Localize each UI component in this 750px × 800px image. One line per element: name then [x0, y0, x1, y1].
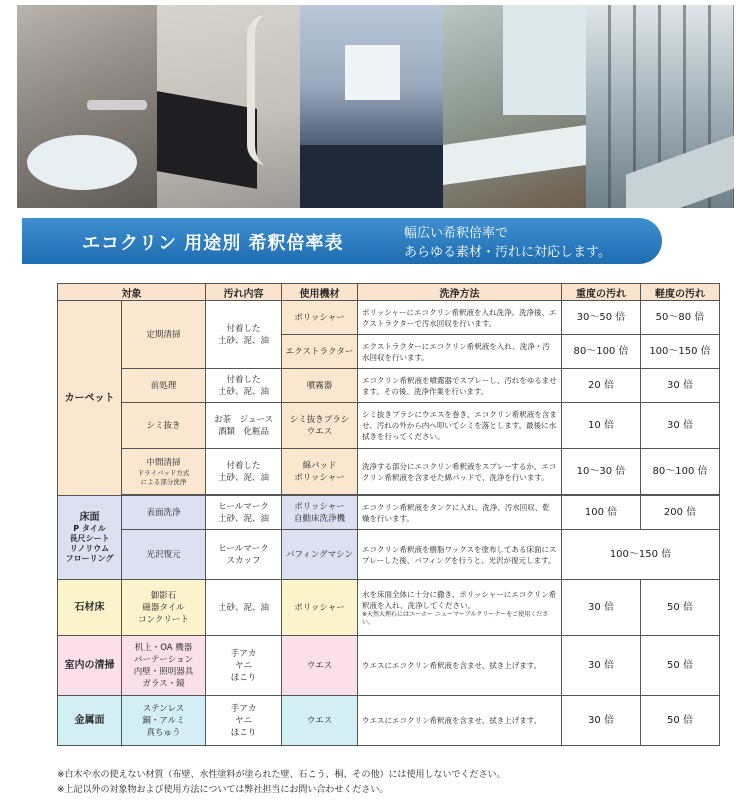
header-equipment: 使用機材 — [282, 284, 358, 301]
sub-pretreatment: 前処理 — [122, 369, 206, 403]
combined-value: 100〜150 倍 — [562, 530, 720, 580]
photo-keyboard-phone — [157, 5, 300, 208]
table-row — [58, 301, 720, 335]
heavy-value: 10 倍 — [562, 403, 641, 449]
table-row — [58, 496, 720, 530]
equipment-cell: 噴霧器 — [282, 369, 358, 403]
header-light: 軽度の汚れ — [641, 284, 720, 301]
heavy-value: 100 倍 — [562, 496, 641, 530]
equipment-cell: バフィングマシン — [282, 530, 358, 580]
table-row — [58, 696, 720, 746]
heavy-value: 80〜100 倍 — [562, 335, 641, 369]
light-value: 100〜150 倍 — [641, 335, 720, 369]
title-banner — [22, 218, 662, 264]
table-row — [58, 580, 720, 636]
equipment-cell: 綿パッド ポリッシャー — [282, 449, 358, 495]
light-value: 80〜100 倍 — [641, 449, 720, 495]
banner-subtitle-line1: 幅広い希釈倍率で — [404, 226, 509, 241]
table-row — [58, 369, 720, 403]
table-row — [58, 449, 720, 495]
sub-gloss-restoration: 光沢復元 — [122, 530, 206, 580]
method-cell: シミ抜きブラシにウエスを巻き、エコクリン希釈液を含ませ、汚れの外から内へ叩いてシミを落とします。最後に水拭きを行ってください。 — [358, 403, 562, 449]
dirt-cell: お茶 ジュース 酒類 化粧品 — [206, 403, 282, 449]
sub-metal-items: ステンレス 銅・アルミ 真ちゅう — [122, 696, 206, 746]
heavy-value: 30〜50 倍 — [562, 301, 641, 335]
header-heavy: 重度の汚れ — [562, 284, 641, 301]
equipment-cell: シミ抜きブラシ ウエス — [282, 403, 358, 449]
method-cell: エコクリン希釈液をタンクに入れ、洗浄、汚水回収、乾燥を行います。 — [358, 496, 562, 530]
table-row — [58, 530, 720, 580]
dirt-cell: ヒールマーク 土砂、泥、油 — [206, 496, 282, 530]
equipment-cell: ウエス — [282, 696, 358, 746]
heavy-value: 30 倍 — [562, 580, 641, 636]
sub-stain-removal: シミ抜き — [122, 403, 206, 449]
method-cell: エコクリン希釈液を樹脂ワックスを塗布してある床面にスプレーした後、バフィングを行うと、光沢が復元します。 — [358, 530, 562, 580]
equipment-cell: ポリッシャー — [282, 301, 358, 335]
header-target: 対象 — [58, 284, 206, 301]
light-value: 50 倍 — [641, 696, 720, 746]
dirt-cell: 手アカ ヤニ ほこり — [206, 636, 282, 696]
dirt-cell: 付着した 土砂、泥、油 — [206, 369, 282, 403]
category-floor: 床面 P タイル 長尺シート リノリウム フローリング — [58, 496, 122, 580]
photo-strip — [17, 5, 734, 208]
category-stone-floor: 石材床 — [58, 580, 122, 636]
photo-office-desk — [443, 5, 586, 208]
dirt-cell: ヒールマーク スカッフ — [206, 530, 282, 580]
table-header-row — [58, 284, 720, 301]
heavy-value: 30 倍 — [562, 696, 641, 746]
equipment-cell: ウエス — [282, 636, 358, 696]
category-carpet: カーペット — [58, 301, 122, 496]
banner-subtitle-line2: あらゆる素材・汚れに対応します。 — [404, 245, 611, 260]
category-metal-surface: 金属面 — [58, 696, 122, 746]
heavy-value: 30 倍 — [562, 636, 641, 696]
dilution-table — [57, 283, 720, 746]
light-value: 50〜80 倍 — [641, 301, 720, 335]
header-dirt: 汚れ内容 — [206, 284, 282, 301]
sub-regular-cleaning: 定期清掃 — [122, 301, 206, 369]
sub-surface-cleaning: 表面洗浄 — [122, 496, 206, 530]
light-value: 50 倍 — [641, 636, 720, 696]
dirt-cell: 付着した 土砂、泥、油 — [206, 301, 282, 369]
method-cell: 水を床面全体に十分に撒き、ポリッシャーにエコクリン希釈液を入れ、洗浄してください。 ※天然大理石にはユーホー ニューマーブルクリーナーをご使用ください。 — [358, 580, 562, 636]
equipment-cell: ポリッシャー — [282, 580, 358, 636]
light-value: 200 倍 — [641, 496, 720, 530]
method-cell: ウエスにエコクリン希釈液を含ませ、拭き上げます。 — [358, 696, 562, 746]
table-row — [58, 636, 720, 696]
method-cell: エクストラクターにエコクリン希釈液を入れ、洗浄・汚水回収を行います。 — [358, 335, 562, 369]
sub-stone-materials: 御影石 磁器タイル コンクリート — [122, 580, 206, 636]
light-value: 30 倍 — [641, 369, 720, 403]
method-cell: エコクリン希釈液を噴霧器でスプレーし、汚れをゆるませます。その後、洗浄作業を行います。 — [358, 369, 562, 403]
heavy-value: 10〜30 倍 — [562, 449, 641, 495]
equipment-cell: エクストラクター — [282, 335, 358, 369]
dirt-cell: 土砂、泥、油 — [206, 580, 282, 636]
table-row — [58, 403, 720, 449]
footnote-inquiry: ※上記以外の対象物および使用方法については弊社担当にお問い合わせください。 — [57, 785, 389, 795]
heavy-value: 20 倍 — [562, 369, 641, 403]
light-value: 30 倍 — [641, 403, 720, 449]
header-method: 洗浄方法 — [358, 284, 562, 301]
photo-corridor — [586, 5, 734, 208]
photo-washbasin — [17, 5, 157, 208]
dirt-cell: 付着した 土砂、泥、油 — [206, 449, 282, 495]
dirt-cell: 手アカ ヤニ ほこり — [206, 696, 282, 746]
sub-interim-cleaning: 中間清掃 ドライバッド方式 による部分洗浄 — [122, 449, 206, 495]
light-value: 50 倍 — [641, 580, 720, 636]
equipment-cell: ポリッシャー 自動床洗浄機 — [282, 496, 358, 530]
sub-indoor-items: 机上・OA 機器 パーテーション 内壁・照明器具 ガラス・鏡 — [122, 636, 206, 696]
method-cell: 洗浄する部分にエコクリン希釈液をスプレーするか、エコクリン希釈液を含ませた綿パッドで、洗浄を行います。 — [358, 449, 562, 495]
page-title: エコクリン 用途別 希釈倍率表 — [82, 233, 344, 254]
footnote-caution: ※白木や水の使えない材質（布壁、水性塗料が塗られた壁、石こう、桐、その他）には使用しないでください。 — [57, 770, 506, 780]
method-cell: ポリッシャーにエコクリン希釈液を入れ洗浄。洗浄後、エクストラクターで汚水回収を行います。 — [358, 301, 562, 335]
photo-meeting-room — [300, 5, 443, 208]
method-cell: ウエスにエコクリン希釈液を含ませ、拭き上げます。 — [358, 636, 562, 696]
category-indoor-cleaning: 室内の清掃 — [58, 636, 122, 696]
